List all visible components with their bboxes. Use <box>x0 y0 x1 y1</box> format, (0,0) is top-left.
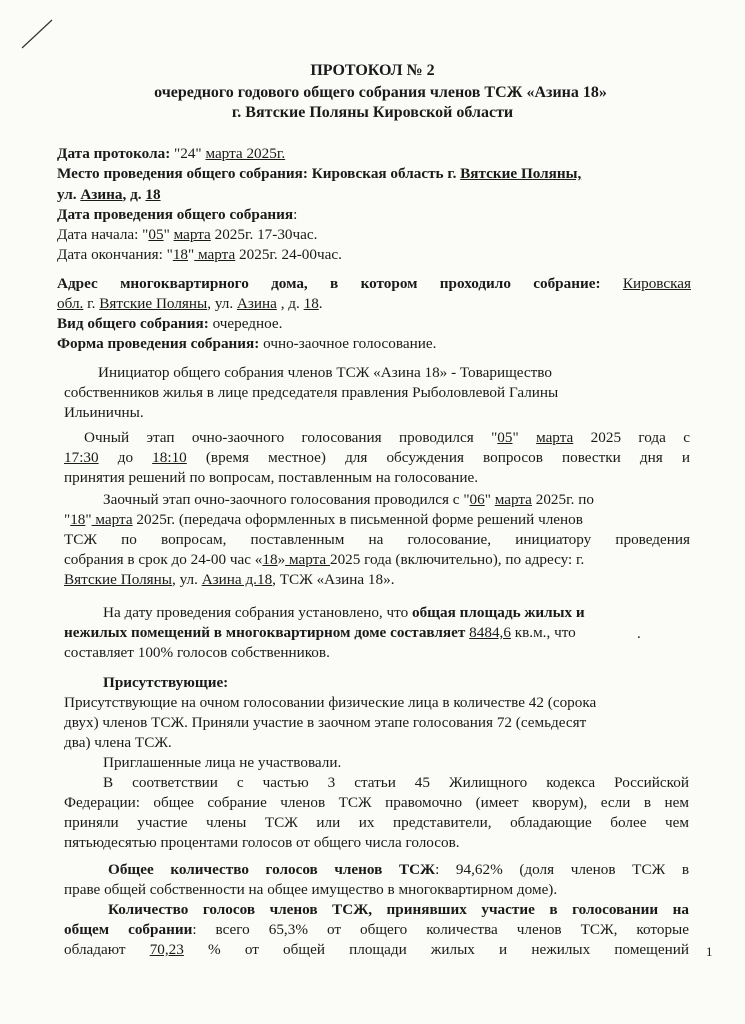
meeting-place-line <box>57 164 691 184</box>
intramural-line-1 <box>84 428 690 448</box>
intramural-end-time: 18:10 <box>152 449 187 466</box>
meeting-dates-label: Дата проведения общего собрания <box>57 206 294 223</box>
extramural-text-d: 2025г. (передача оформленных в письменной форме решений членов <box>132 511 583 528</box>
area-line-3: составляет 100% голосов собственников. <box>64 644 330 661</box>
initiator-line-2: собственников жилья в лице председателя правления Рыболовлевой Галины <box>64 384 559 401</box>
extramural-deadline-day: 18 <box>262 551 278 568</box>
meeting-dates-heading <box>57 205 297 225</box>
end-date-quote: " <box>188 246 195 263</box>
area-text-a: На дату проведения собрания установлено, что <box>103 604 412 621</box>
start-date-quote: " <box>163 226 170 243</box>
meeting-place-street-line <box>57 185 161 205</box>
building-address-street-prefix: , ул. <box>207 295 237 312</box>
extramural-end-day: 18 <box>70 511 86 528</box>
end-date-line <box>57 245 342 265</box>
extramural-address-end: , ТСЖ «Азина 18». <box>272 571 395 588</box>
intramural-day: 05 <box>497 429 513 446</box>
meeting-place-house-prefix: , д. <box>122 186 142 203</box>
end-date-day: 18 <box>172 246 189 263</box>
quorum-line-1: В соответствии с частью 3 статьи 45 Жилищного кодекса Российской <box>103 774 689 791</box>
start-date-day: 05 <box>148 226 164 243</box>
start-date-rest: 2025г. 17-30час. <box>210 226 318 243</box>
meeting-place-street-prefix: ул. <box>57 186 77 203</box>
extramural-quote-2: " <box>64 511 71 528</box>
intramural-purpose: (время местное) для обсуждения вопросов повестки дня и <box>186 449 690 466</box>
initiator-line-1: Инициатор общего собрания членов ТСЖ «Азина 18» - Товарищество <box>98 364 552 381</box>
start-date-label: Дата начала: " <box>57 226 149 243</box>
total-votes-line-2: праве общей собственности на общее имущество в многоквартирном доме). <box>64 881 558 898</box>
stray-dot: . <box>637 626 641 642</box>
end-date-rest: 2025г. 24-00час. <box>235 246 342 263</box>
building-address-end: . <box>318 295 323 312</box>
meeting-place-house: 18 <box>145 186 161 203</box>
intramural-start-time: 17:30 <box>64 449 99 466</box>
participating-votes-line-1: Количество голосов членов ТСЖ, принявших участие в голосовании на <box>108 901 689 918</box>
protocol-date-day: "24" <box>174 145 202 162</box>
page-number: 1 <box>706 944 713 959</box>
extramural-line-2 <box>64 510 583 530</box>
area-line-2 <box>64 623 576 643</box>
meeting-kind-line <box>57 314 282 334</box>
meeting-kind-label: Вид общего собрания: <box>57 315 209 332</box>
extramural-address-city: Вятские Поляны <box>64 571 172 588</box>
participating-votes-have: обладают <box>64 941 126 958</box>
present-line-1: Присутствующие на очном голосовании физические лица в количестве 42 (сорока <box>64 694 597 711</box>
extramural-address-street: Азина д.18 <box>201 571 273 588</box>
protocol-location: г. Вятские Поляны Кировской области <box>231 104 514 121</box>
building-address-street: Азина <box>236 295 277 312</box>
participating-votes-line-2 <box>64 920 689 940</box>
intramural-to: до <box>98 449 153 466</box>
protocol-date-label: Дата протокола: <box>57 145 171 162</box>
total-votes-rest: : 94,62% (доля членов ТСЖ в <box>435 861 689 878</box>
extramural-deadline-rest: 2025 года (включительно), по адресу: г. <box>329 551 585 568</box>
building-address-house-prefix: , д. <box>276 295 304 312</box>
intramural-text-c: 2025 года с <box>573 429 690 446</box>
start-date-month: марта <box>173 226 211 243</box>
building-address-g: г. <box>83 295 100 312</box>
extramural-quote-3: " <box>85 511 92 528</box>
extramural-deadline-month: марта <box>285 551 330 568</box>
present-line-3: два) члена ТСЖ. <box>64 734 172 751</box>
extramural-deadline-quote: » <box>277 551 286 568</box>
intramural-quote: " <box>512 429 519 446</box>
protocol-subtitle: очередного годового общего собрания членов ТСЖ «Азина 18» <box>154 84 607 101</box>
building-address-label: Адрес многоквартирного дома, в котором проходило собрание: <box>57 275 601 292</box>
meeting-place-street: Азина <box>80 186 123 203</box>
building-address-line <box>57 274 691 294</box>
participating-votes-line-3 <box>64 940 689 960</box>
total-votes-label: Общее количество голосов членов ТСЖ <box>108 861 436 878</box>
extramural-quote-1: " <box>484 491 491 508</box>
building-address-region: Кировская <box>622 275 691 292</box>
pen-stroke-mark <box>20 18 54 50</box>
initiator-line-3: Ильиничны. <box>64 404 144 421</box>
extramural-text-a: Заочный этап очно-заочного голосования проводился с " <box>103 491 470 508</box>
area-value: 8484,6 <box>469 624 511 641</box>
end-date-month: марта <box>194 246 236 263</box>
meeting-dates-colon: : <box>293 206 298 223</box>
area-text-label: нежилых помещений в многоквартирном доме составляет <box>64 624 466 641</box>
area-unit: кв.м., что <box>510 624 576 641</box>
extramural-start-month: марта <box>494 491 532 508</box>
meeting-place-label: Место проведения общего собрания: <box>57 165 308 182</box>
quorum-line-2: Федерации: общее собрание членов ТСЖ правомочно (имеет кворум), если в нем <box>64 794 689 811</box>
intramural-line-2 <box>64 448 690 468</box>
extramural-start-day: 06 <box>469 491 485 508</box>
participating-votes-label: общем собрании <box>64 921 193 938</box>
meeting-place-region: Кировская область г. <box>311 165 457 182</box>
present-line-2: двух) членов ТСЖ. Приняли участие в заочном этапе голосования 72 (семьдесят <box>64 714 587 731</box>
participating-votes-value: 70,23 <box>149 941 184 958</box>
building-address-obl: обл. <box>57 295 84 312</box>
extramural-line-1 <box>103 490 594 510</box>
intramural-month: марта <box>536 429 574 446</box>
extramural-line-4 <box>64 550 584 570</box>
meeting-place-city: Вятские Поляны, <box>460 165 582 182</box>
end-date-label: Дата окончания: " <box>57 246 173 263</box>
meeting-form-line <box>57 334 436 354</box>
meeting-form-label: Форма проведения собрания: <box>57 335 260 352</box>
quorum-line-4: пятьюдесятью процентами голосов от общего числа голосов. <box>64 834 460 851</box>
extramural-line-5 <box>64 570 395 590</box>
building-address-city: Вятские Поляны <box>99 295 208 312</box>
meeting-form-value: очно-заочное голосование. <box>259 335 437 352</box>
meeting-kind-value: очередное. <box>208 315 283 332</box>
total-votes-line-1 <box>108 860 689 880</box>
protocol-date-line <box>57 144 285 164</box>
extramural-address-street-prefix: , ул. <box>171 571 202 588</box>
invited-line: Приглашенные лица не участвовали. <box>103 754 342 771</box>
intramural-line-3: принятия решений по вопросам, поставленным на голосование. <box>64 469 479 486</box>
building-address-city-line <box>57 294 323 314</box>
extramural-end-month: марта <box>91 511 133 528</box>
protocol-date-value: марта 2025г. <box>205 145 286 162</box>
quorum-line-3: приняли участие члены ТСЖ или их представители, обладающие более чем <box>64 814 689 831</box>
protocol-title: ПРОТОКОЛ № 2 <box>310 62 435 79</box>
participating-votes-rest: : всего 65,3% от общего количества членов ТСЖ, которые <box>192 921 689 938</box>
building-address-house: 18 <box>303 295 319 312</box>
present-heading: Присутствующие: <box>103 674 229 691</box>
extramural-text-c: 2025г. по <box>531 491 594 508</box>
extramural-deadline-text: собрания в срок до 24-00 час « <box>64 551 263 568</box>
area-text-b: общая площадь жилых и <box>411 604 585 621</box>
participating-votes-tail: % от общей площади жилых и нежилых помещений <box>208 941 689 958</box>
extramural-line-3: ТСЖ по вопросам, поставленным на голосование, инициатору проведения <box>64 531 690 548</box>
start-date-line <box>57 225 317 245</box>
intramural-text-a: Очный этап очно-заочного голосования проводился " <box>84 429 498 446</box>
area-line-1 <box>103 603 585 623</box>
